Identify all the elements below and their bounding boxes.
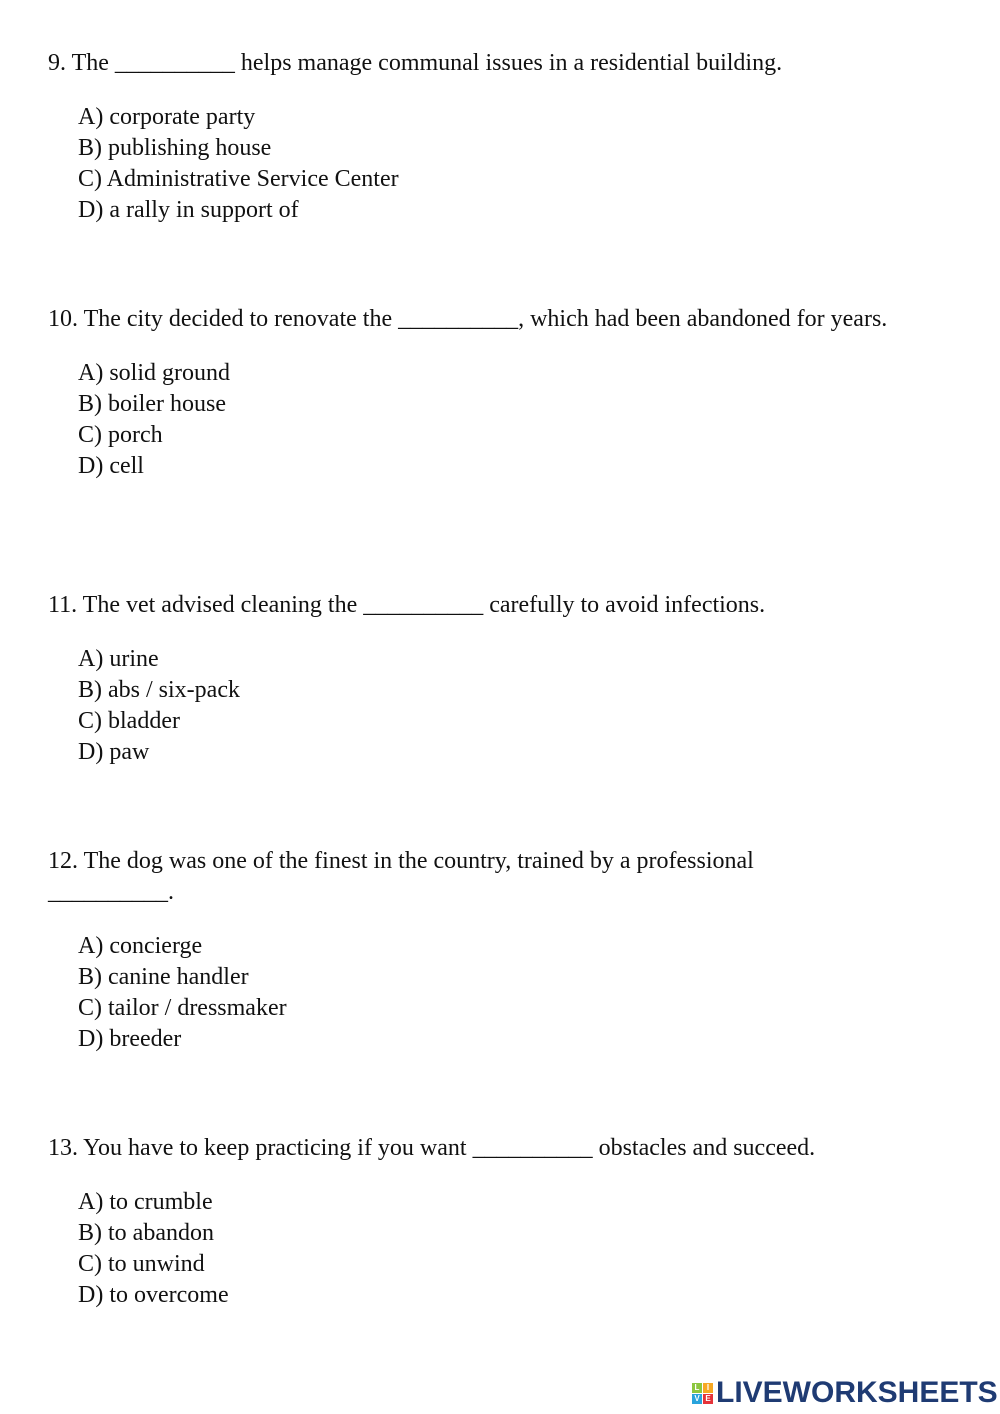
option-b: B) to abandon <box>78 1220 214 1246</box>
option-c: C) Administrative Service Center <box>78 166 399 192</box>
option-a: A) urine <box>78 646 159 672</box>
option-b: B) publishing house <box>78 135 272 161</box>
logo-tile: L <box>692 1383 702 1393</box>
option-a: A) to crumble <box>78 1189 213 1215</box>
option-a: A) concierge <box>78 933 203 959</box>
option-c: C) bladder <box>78 708 180 734</box>
question-stem: 13. You have to keep practicing if you want __________ obstacles and succeed. <box>48 1135 816 1161</box>
logo-tile: I <box>703 1383 713 1393</box>
question-9 <box>48 48 948 226</box>
option-b: B) boiler house <box>78 391 226 417</box>
option-d: D) a rally in support of <box>78 197 299 223</box>
question-stem: 10. The city decided to renovate the __________, which had been abandoned for years. <box>48 306 888 332</box>
option-d: D) cell <box>78 453 144 479</box>
option-a: A) corporate party <box>78 104 256 130</box>
option-d: D) to overcome <box>78 1282 229 1308</box>
option-c: C) porch <box>78 422 163 448</box>
logo-tile: V <box>692 1394 702 1404</box>
question-13 <box>48 1133 948 1311</box>
question-stem: 11. The vet advised cleaning the __________ carefully to avoid infections. <box>48 592 766 618</box>
logo-tiles-icon <box>692 1383 713 1404</box>
option-d: D) breeder <box>78 1026 182 1052</box>
option-c: C) tailor / dressmaker <box>78 995 287 1021</box>
liveworksheets-logo <box>692 1376 998 1410</box>
question-11 <box>48 590 948 768</box>
question-stem: 12. The dog was one of the finest in the country, trained by a professional __________. <box>48 848 754 905</box>
question-12 <box>48 846 868 1055</box>
option-b: B) canine handler <box>78 964 249 990</box>
option-b: B) abs / six-pack <box>78 677 240 703</box>
option-a: A) solid ground <box>78 360 230 386</box>
question-10 <box>48 304 948 482</box>
logo-tile: E <box>703 1394 713 1404</box>
logo-text: LIVEWORKSHEETS <box>716 1376 998 1409</box>
question-stem: 9. The __________ helps manage communal issues in a residential building. <box>48 50 783 76</box>
option-c: C) to unwind <box>78 1251 205 1277</box>
option-d: D) paw <box>78 739 150 765</box>
